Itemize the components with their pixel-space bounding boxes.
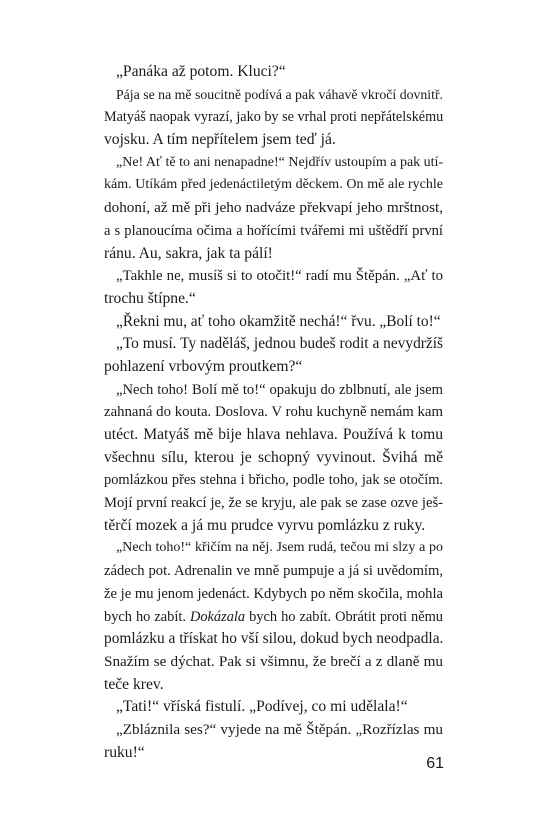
text-line: „Zbláznila ses?“ vyjede na mě Štěpán. „Rozřízlas mu <box>116 720 443 738</box>
text-segment: bych ho zabít. <box>104 608 190 625</box>
text-line: utéct. Matyáš mě bije hlava nehlava. Používá k tomu <box>104 426 443 443</box>
text-line: „Řekni mu, ať toho okamžitě nechá!“ řvu. „Bolí to!“ <box>116 312 441 330</box>
text-segment: bych ho zabít. Obrátit proti němu <box>245 608 443 625</box>
text-line: vojsku. A tím nepřítelem jsem teď já. <box>104 131 336 149</box>
text-line: ruku!“ <box>104 743 145 761</box>
text-line: všechnu sílu, kterou je schopný vyvinout. Švihá mě <box>104 448 443 466</box>
text-line: „Nech toho! Bolí mě to!“ opakuju do zblbnutí, ale jsem <box>116 381 443 398</box>
text-line: pohlazení vrbovým proutkem?“ <box>104 357 303 375</box>
text-line: Snažím se dýchat. Pak si všimnu, že brečí a z dlaně mu <box>104 652 443 670</box>
text-line: pomlázkou přes stehna i břicho, podle toho, jak se otočím. <box>104 472 443 489</box>
page-number: 61 <box>426 755 444 772</box>
text-line: „Nech toho!“ křičím na něj. Jsem rudá, tečou mi slzy a po <box>116 540 443 556</box>
body-text <box>104 61 443 764</box>
text-line: dohoní, až mě při jeho nadváze překvapí jeho mrštnost, <box>104 199 443 217</box>
text-line: Matyáš naopak vyrazí, jako by se vrhal proti nepřátelskému <box>104 109 444 126</box>
text-line: teče krev. <box>104 675 164 693</box>
emphasis: Dokázala <box>189 608 246 625</box>
text-line: zádech pot. Adrenalin ve mně pumpuje a já si uvědomím, <box>104 563 443 580</box>
text-line: „Panáka až potom. Kluci?“ <box>116 63 286 80</box>
text-line: kám. Utíkám před jedenáctiletým děckem. On mě ale rychle <box>104 177 443 193</box>
text-line: „Ne! Ať tě to ani nenapadne!“ Nejdřív ustoupím a pak utí- <box>116 154 444 170</box>
text-line: „Takhle ne, musíš si to otočit!“ radí mu Štěpán. „Ať to <box>116 268 443 285</box>
text-line: „To musí. Ty naděláš, jednou budeš rodit a nevydržíš <box>116 335 443 353</box>
text-line: pomlázku a třískat ho vší silou, dokud bych neodpadla. <box>104 630 444 648</box>
text-line: a s planoucíma očima a hořícími tvářemi mi uštědří první <box>104 222 443 239</box>
text-line: Mojí první reakcí je, že se kryju, ale pak se zase ozve ješ- <box>104 495 443 512</box>
text-line: ránu. Au, sakra, jak ta pálí! <box>104 244 273 262</box>
text-line: těrčí mozek a já mu prudce vyrvu pomlázku z ruky. <box>104 516 426 534</box>
text-line: Pája se na mě soucitně podívá a pak váhavě vkročí dovnitř. <box>116 86 443 102</box>
text-line: že je mu jenom jedenáct. Kdybych po něm skočila, mohla <box>104 585 443 602</box>
text-line: trochu štípne.“ <box>104 289 196 307</box>
text-line <box>104 606 443 629</box>
text-line: „Tati!“ vříská fistulí. „Podívej, co mi udělala!“ <box>116 698 408 716</box>
text-line: zahnaná do kouta. Doslova. V rohu kuchyně nemám kam <box>104 404 443 421</box>
